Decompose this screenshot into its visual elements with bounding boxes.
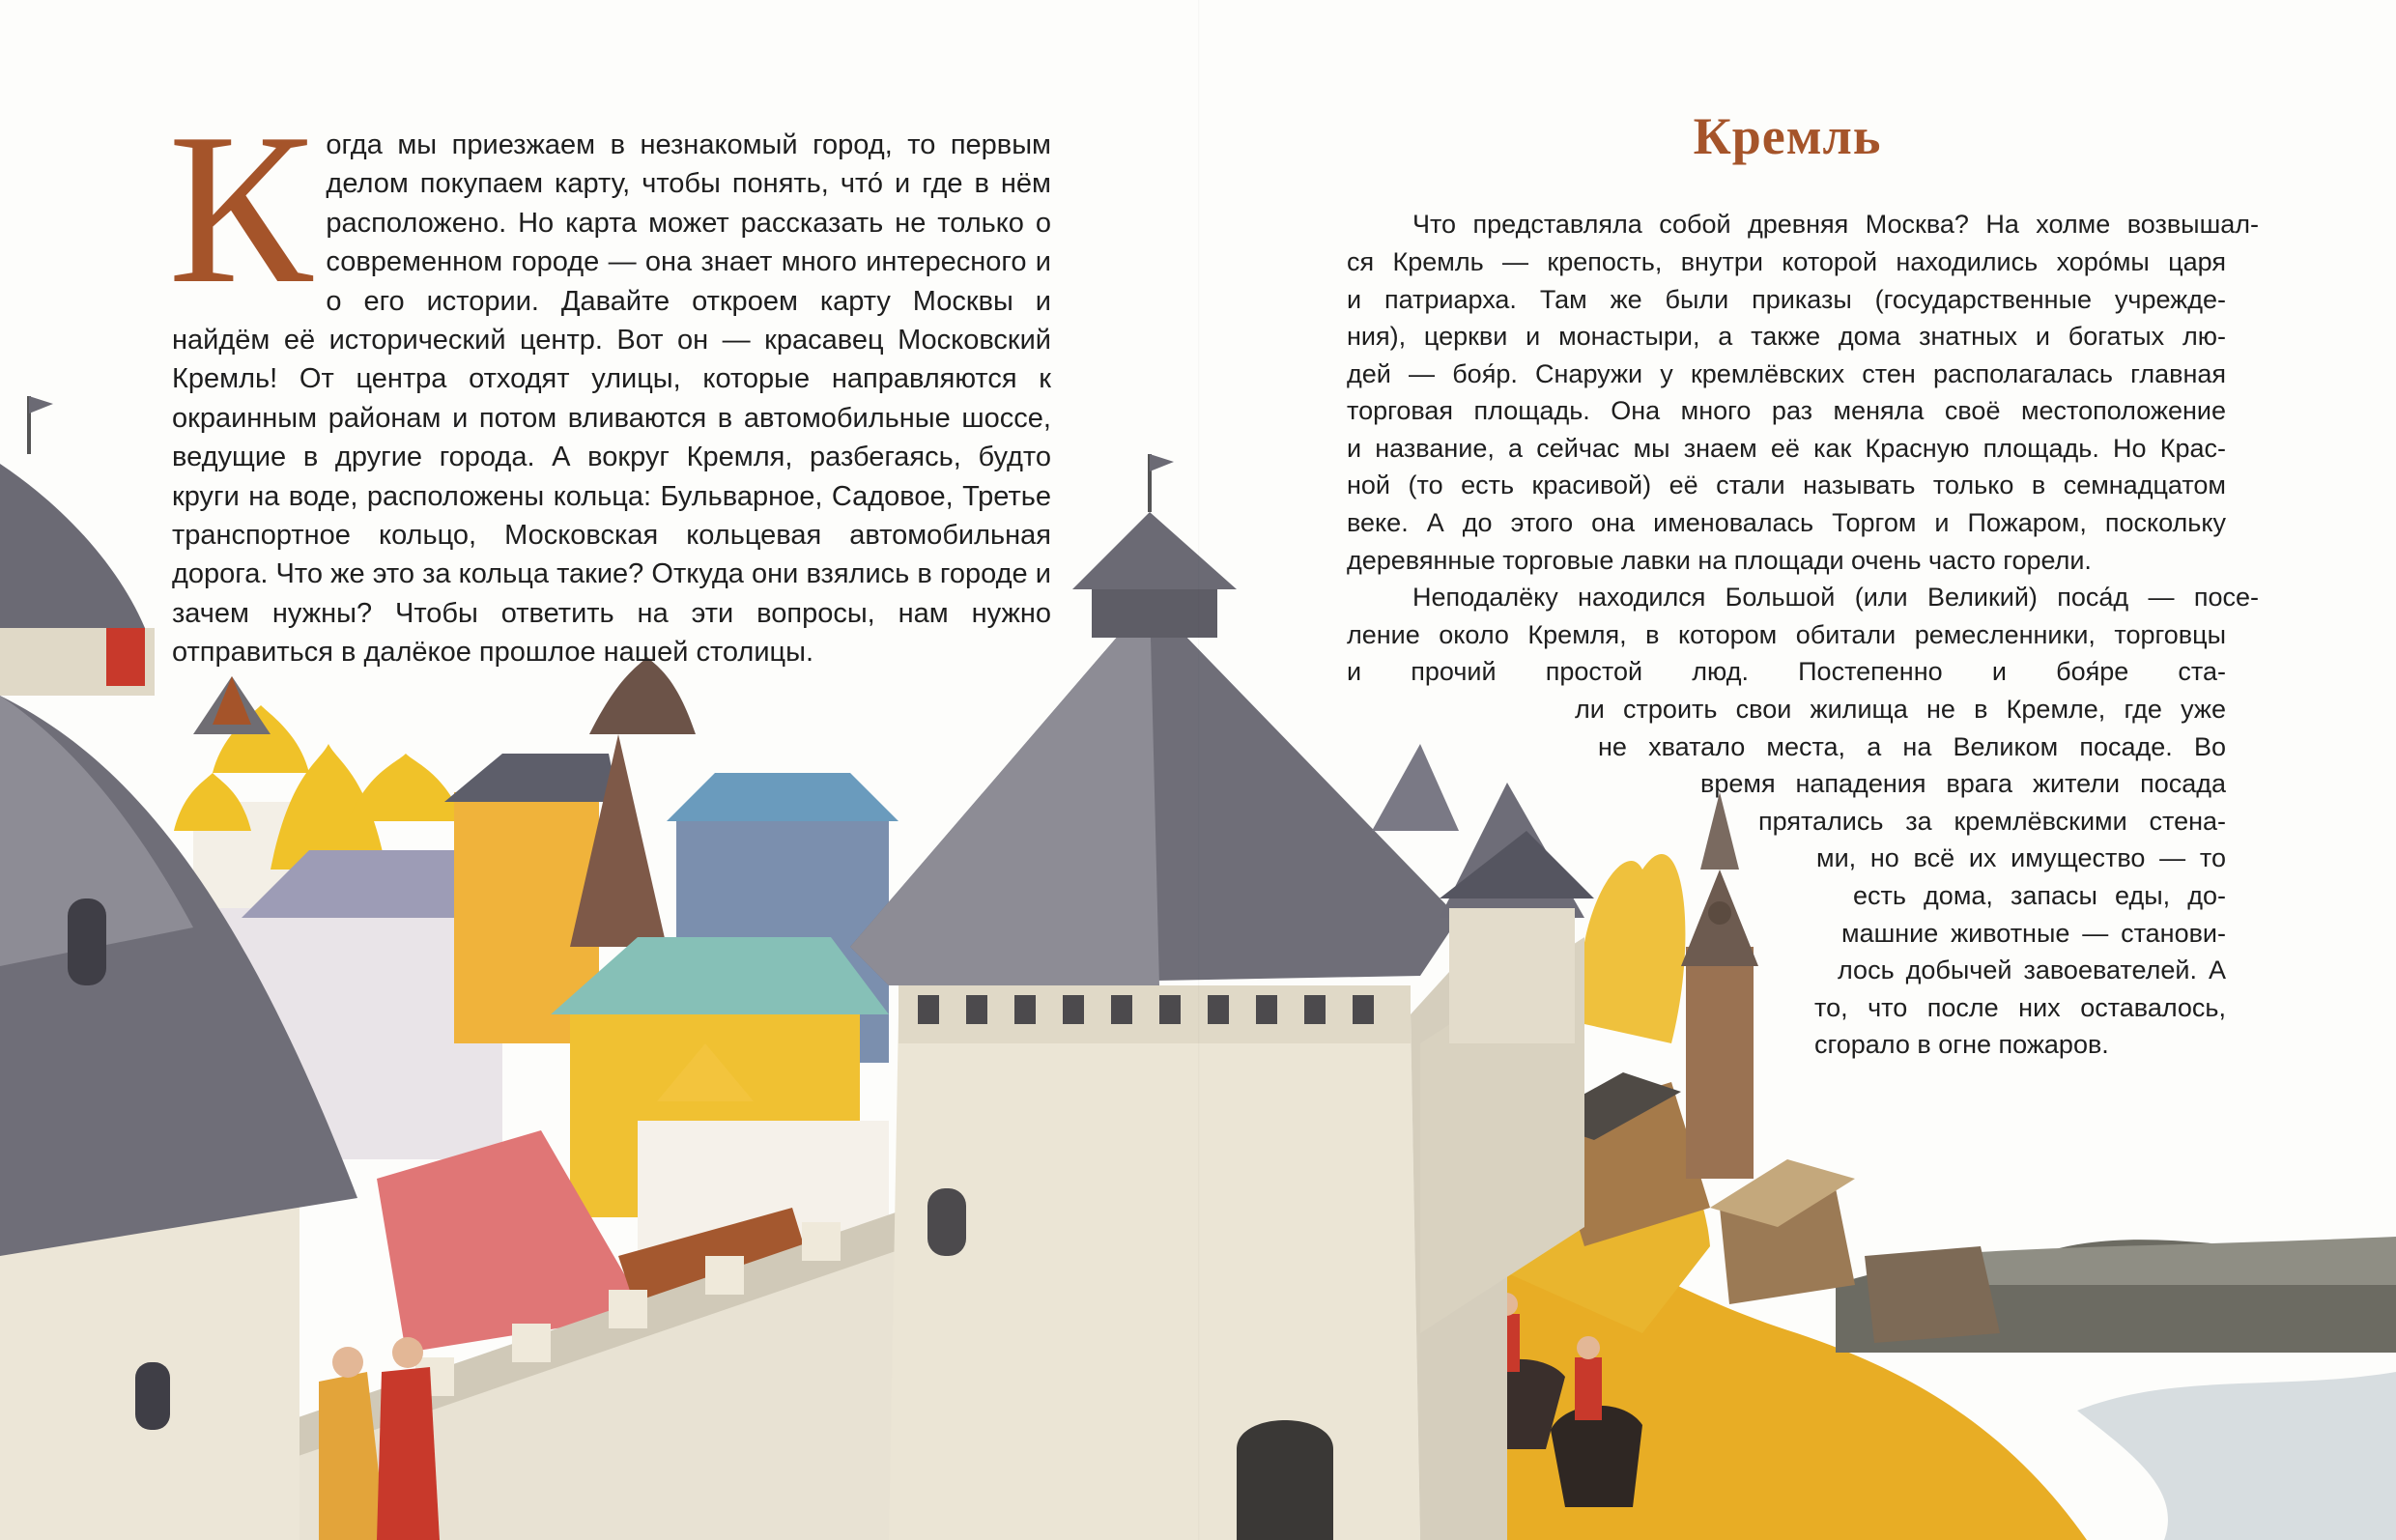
text-line: ния), церкви и монастыри, а также дома знатных и богатых лю- (1347, 322, 2226, 351)
text-line: и прочий простой люд. Постепенно и боя́ре ста- (1347, 657, 2226, 686)
text-line: ление около Кремля, в котором обитали ремесленники, торговцы (1347, 620, 2226, 649)
text-line: Неподалёку находился Большой (или Великий) поса́д — посе- (1412, 583, 2259, 612)
text-line: дей — боя́р. Снаружи у кремлёвских стен располагалась главная (1347, 359, 2226, 388)
text-line: есть дома, запасы еды, до- (1853, 881, 2226, 910)
text-line: прятались за кремлёвскими стена- (1758, 807, 2226, 836)
text-line: ной (то есть красивой) её стали называть только в семнадцатом (1347, 471, 2226, 499)
book-gutter (1198, 0, 1200, 1540)
text-line: то, что после них оставалось, (1814, 993, 2226, 1022)
intro-text: огда мы приезжаем в незнакомый город, то первым делом покупаем карту, чтобы понять, что́ и где в нём расположено. Но карта может рассказать не только о современном городе — она знает много интересного и о его истории. Давайте откроем карту Москвы и найдём её исторический центр. Вот он — красавец Московский Кремль! От центра отходят улицы, которые направляются к окраинным районам и потом вливаются в автомобильные шоссе, ведущие в другие города. А вокруг Кремля, разбегаясь, будто круги на воде, расположены кольца: Бульварное, Садовое, Третье транспортное кольцо, Московская кольцевая автомобильная дорога. Что же это за кольца такие? Откуда они взялись в городе и зачем нужны? Чтобы ответить на эти вопросы, нам нужно отправиться в далёкое прошлое нашей столицы. (172, 129, 1051, 669)
text-line: машние животные — станови- (1841, 919, 2226, 948)
text-line: время нападения врага жители посада (1700, 769, 2226, 798)
drop-cap: К (168, 89, 313, 328)
text-line: сгорало в огне пожаров. (1814, 1030, 2109, 1059)
intro-paragraph (168, 89, 1051, 672)
text-line: ли строить свои жилища не в Кремле, где уже (1575, 695, 2226, 724)
text-line: ся Кремль — крепость, внутри которой находились хоро́мы царя (1347, 247, 2226, 276)
text-line: и патриарха. Там же были приказы (государственные учрежде- (1347, 285, 2226, 314)
text-line: лось добычей завоевателей. А (1838, 955, 2226, 984)
text-line: ми, но всё их имущество — то (1816, 843, 2226, 872)
text-line: и название, а сейчас мы знаем её как Красную площадь. Но Крас- (1347, 434, 2226, 463)
text-line: веке. А до этого она именовалась Торгом и Пожаром, поскольку (1347, 508, 2226, 537)
text-line: торговая площадь. Она много раз меняла своё местоположение (1347, 396, 2226, 425)
chapter-title: Кремль (1693, 107, 1882, 165)
text-line: Что представляла собой древняя Москва? На холме возвышал- (1412, 210, 2259, 239)
text-line: деревянные торговые лавки на площади очень часто горели. (1347, 546, 2092, 575)
text-line: не хватало места, а на Великом посаде. Во (1598, 732, 2226, 761)
